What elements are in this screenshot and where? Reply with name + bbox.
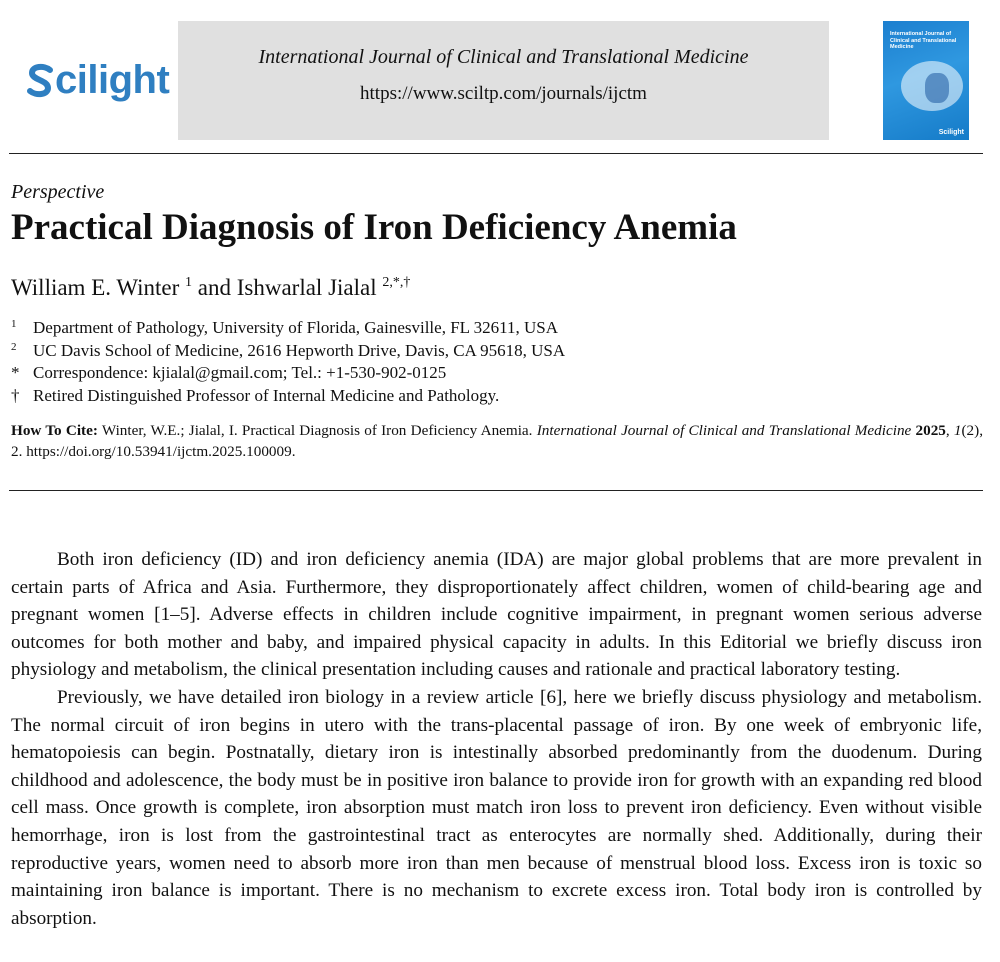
top-divider bbox=[9, 153, 983, 154]
publisher-logo[interactable] bbox=[26, 58, 169, 103]
affiliation-marker: † bbox=[11, 385, 20, 405]
affiliation-item bbox=[11, 340, 565, 363]
cite-volume: 1 bbox=[953, 422, 962, 439]
author-name[interactable]: William E. Winter bbox=[11, 275, 180, 300]
body-paragraph: Both iron deficiency (ID) and iron deficiency anemia (IDA) are major global problems that are more prevalent in certain parts of Africa and Asia. Furthermore, they disproportionately affect children, women of child-bearing age and pregnant women [1–5]. Adverse effects in children include cognitive impairment, in pregnant women serious adverse outcomes for both mother and baby, and impaired physical capacity in adults. In this Editorial we briefly discuss iron physiology and metabolism, the clinical presentation including causes and rationale and practical laboratory testing. bbox=[11, 549, 982, 681]
cite-doi-link[interactable]: (2), 2. https://doi.org/10.53941/ijctm.2025.100009. bbox=[11, 422, 984, 460]
cover-graphic-detail bbox=[925, 73, 949, 103]
body-paragraph: Previously, we have detailed iron biology in a review article [6], here we briefly discuss physiology and metabolism. The normal circuit of iron begins in utero with the trans-placental passage of iron. By one week of embryonic life, hematopoiesis can begin. Postnatally, dietary iron is intestinally absorbed predominantly from the duodenum. During childhood and adolescence, the body must be in positive iron balance to provide iron for growth with an expanding red blood cell mass. Once growth is complete, iron absorption must match iron loss to prevent iron deficiency. Even without visible hemorrhage, iron is lost from the gastrointestinal tract as enterocytes are normally shed. Additionally, during their reproductive years, women need to absorb more iron than men because of menstrual blood loss. Excess iron is toxic so maintaining iron balance is important. There is no mechanism to excrete excess iron. Total body iron is controlled by absorption. bbox=[11, 686, 982, 929]
affiliation-item bbox=[11, 385, 565, 408]
cover-title: International Journal of Clinical and Translational Medicine bbox=[890, 31, 957, 51]
affiliation-marker: * bbox=[11, 363, 20, 382]
affiliation-text: UC Davis School of Medicine, 2616 Hepworth Drive, Davis, CA 95618, USA bbox=[33, 340, 566, 360]
cover-logo: Scilight bbox=[938, 129, 964, 136]
cite-year: 2025 bbox=[915, 422, 946, 439]
author-separator: and bbox=[197, 275, 231, 300]
how-to-cite: How To Cite: Winter, W.E.; Jialal, I. Practical Diagnosis of Iron Deficiency Anemia. International Journal of Clinical and Translational Medicine 2025, 1(2), 2. https://doi.org/10.53941/ijctm.2025.100009. bbox=[11, 422, 984, 460]
article-body bbox=[11, 546, 982, 932]
affiliation-item bbox=[11, 317, 565, 340]
affiliation-text: Department of Pathology, University of Florida, Gainesville, FL 32611, USA bbox=[33, 318, 559, 337]
journal-cover-image[interactable] bbox=[883, 21, 969, 140]
affiliation-list bbox=[11, 317, 565, 407]
affiliation-marker: 2 bbox=[11, 340, 17, 353]
article-title: Practical Diagnosis of Iron Deficiency Anemia bbox=[11, 207, 737, 248]
journal-name: International Journal of Clinical and Translational Medicine bbox=[258, 46, 749, 68]
scilight-s-mark-icon bbox=[26, 61, 54, 101]
article-type: Perspective bbox=[11, 181, 105, 203]
bottom-divider bbox=[9, 490, 983, 491]
logo-text: cilight bbox=[55, 58, 170, 102]
author-name[interactable]: Ishwarlal Jialal bbox=[236, 275, 377, 300]
author-affiliation-mark: 2,*,† bbox=[382, 275, 411, 290]
correspondence-text[interactable]: Correspondence: kjialal@gmail.com; Tel.: +1-530-902-0125 bbox=[33, 363, 447, 382]
cite-label: How To Cite: bbox=[11, 422, 98, 439]
cite-text: Winter, W.E.; Jialal, I. Practical Diagnosis of Iron Deficiency Anemia. bbox=[101, 422, 533, 439]
journal-header-box bbox=[178, 21, 829, 140]
author-affiliation-mark: 1 bbox=[185, 275, 193, 290]
journal-url-link[interactable]: https://www.sciltp.com/journals/ijctm bbox=[360, 83, 647, 104]
affiliation-item bbox=[11, 362, 565, 385]
affiliation-text: Retired Distinguished Professor of Internal Medicine and Pathology. bbox=[33, 385, 500, 405]
affiliation-marker: 1 bbox=[11, 318, 17, 330]
cite-journal: International Journal of Clinical and Translational Medicine bbox=[536, 422, 912, 439]
author-list bbox=[11, 275, 410, 301]
